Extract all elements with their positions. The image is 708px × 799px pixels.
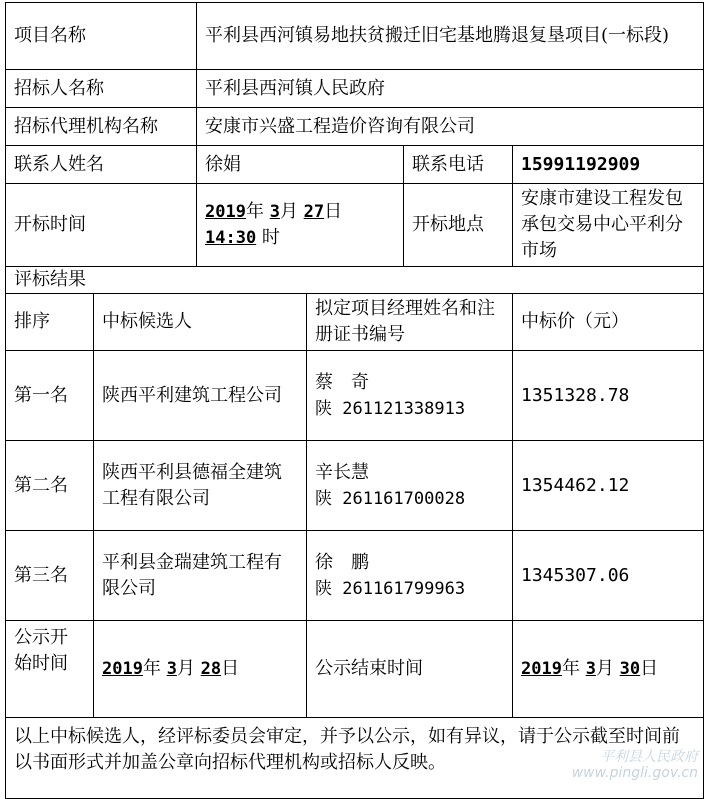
manager-cell bbox=[307, 351, 513, 441]
publicity-row bbox=[6, 621, 704, 718]
opening-row bbox=[6, 184, 704, 267]
opening-month: 3 bbox=[269, 202, 280, 222]
publicity-start-year-unit: 年 bbox=[142, 658, 161, 679]
price-cell: 1354462.12 bbox=[513, 441, 704, 531]
manager-cert: 陕 261161700028 bbox=[315, 488, 466, 509]
manager-cert: 陕 261161799963 bbox=[315, 578, 466, 599]
project-row bbox=[6, 3, 704, 70]
opening-year: 2019 bbox=[205, 202, 246, 222]
candidate-cell: 平利县金瑞建筑工程有限公司 bbox=[94, 531, 307, 621]
manager-name: 蔡 奇 bbox=[315, 371, 369, 393]
price-cell: 1351328.78 bbox=[513, 351, 704, 441]
publicity-end-year: 2019 bbox=[521, 659, 562, 679]
table-row bbox=[6, 351, 704, 441]
contact-name-label: 联系人姓名 bbox=[6, 146, 197, 184]
publicity-end-month: 3 bbox=[585, 659, 596, 679]
opening-month-unit: 月 bbox=[279, 201, 298, 222]
publicity-start-day-unit: 日 bbox=[221, 658, 240, 679]
publicity-end-day-unit: 日 bbox=[640, 658, 659, 679]
manager-name: 徐 鹏 bbox=[315, 551, 369, 573]
manager-cell bbox=[307, 441, 513, 531]
publicity-end-day: 30 bbox=[619, 659, 641, 679]
opening-clock-unit: 时 bbox=[261, 227, 280, 248]
contact-phone-label: 联系电话 bbox=[404, 146, 513, 184]
results-header-row bbox=[6, 294, 704, 351]
publicity-start-label: 公示开始时间 bbox=[6, 621, 94, 718]
project-value: 平利县西河镇易地扶贫搬迁旧宅基地腾退复垦项目(一标段) bbox=[197, 3, 704, 70]
publicity-start-day: 28 bbox=[200, 659, 222, 679]
site-watermark bbox=[518, 749, 698, 781]
opening-day-unit: 日 bbox=[324, 201, 343, 222]
opening-time bbox=[197, 184, 404, 267]
manager-cell bbox=[307, 531, 513, 621]
publicity-start bbox=[94, 621, 307, 718]
opening-year-unit: 年 bbox=[245, 201, 264, 222]
note-text: 以上中标候选人，经评标委员会审定，并予以公示，如有异议，请于公示截至时间前以书面形式并加盖公章向招标代理机构或招标人反映。 bbox=[6, 718, 704, 799]
tenderer-label: 招标人名称 bbox=[6, 70, 197, 108]
watermark-org: 平利县人民政府 bbox=[600, 749, 698, 765]
results-title: 评标结果 bbox=[6, 267, 704, 294]
opening-clock: 14:30 bbox=[205, 228, 257, 248]
rank-cell: 第一名 bbox=[6, 351, 94, 441]
agency-label: 招标代理机构名称 bbox=[6, 108, 197, 146]
results-title-row bbox=[6, 267, 704, 294]
contact-phone: 15991192909 bbox=[513, 146, 704, 184]
publicity-end bbox=[513, 621, 704, 718]
project-label: 项目名称 bbox=[6, 3, 197, 70]
publicity-start-year: 2019 bbox=[102, 659, 143, 679]
rank-cell: 第二名 bbox=[6, 441, 94, 531]
tenderer-row bbox=[6, 70, 704, 108]
bid-result-table bbox=[5, 2, 704, 799]
publicity-start-month-unit: 月 bbox=[176, 658, 195, 679]
candidate-cell: 陕西平利县德福全建筑工程有限公司 bbox=[94, 441, 307, 531]
table-row bbox=[6, 531, 704, 621]
header-candidate: 中标候选人 bbox=[94, 294, 307, 351]
opening-place: 安康市建设工程发包承包交易中心平利分市场 bbox=[513, 184, 704, 267]
contact-row bbox=[6, 146, 704, 184]
header-rank: 排序 bbox=[6, 294, 94, 351]
opening-day: 27 bbox=[303, 202, 325, 222]
contact-name: 徐娟 bbox=[197, 146, 404, 184]
opening-place-label: 开标地点 bbox=[404, 184, 513, 267]
publicity-end-year-unit: 年 bbox=[561, 658, 580, 679]
publicity-end-month-unit: 月 bbox=[595, 658, 614, 679]
opening-time-label: 开标时间 bbox=[6, 184, 197, 267]
agency-value: 安康市兴盛工程造价咨询有限公司 bbox=[197, 108, 704, 146]
manager-cert: 陕 261121338913 bbox=[315, 398, 466, 419]
publicity-end-label: 公示结束时间 bbox=[307, 621, 513, 718]
table-row bbox=[6, 441, 704, 531]
candidate-cell: 陕西平利建筑工程公司 bbox=[94, 351, 307, 441]
header-price: 中标价（元） bbox=[513, 294, 704, 351]
publicity-start-month: 3 bbox=[166, 659, 177, 679]
tenderer-value: 平利县西河镇人民政府 bbox=[197, 70, 704, 108]
price-cell: 1345307.06 bbox=[513, 531, 704, 621]
manager-name: 辛长慧 bbox=[315, 461, 369, 483]
watermark-url: www.pingli.gov.cn bbox=[571, 765, 698, 781]
header-manager: 拟定项目经理姓名和注册证书编号 bbox=[307, 294, 513, 351]
agency-row bbox=[6, 108, 704, 146]
rank-cell: 第三名 bbox=[6, 531, 94, 621]
